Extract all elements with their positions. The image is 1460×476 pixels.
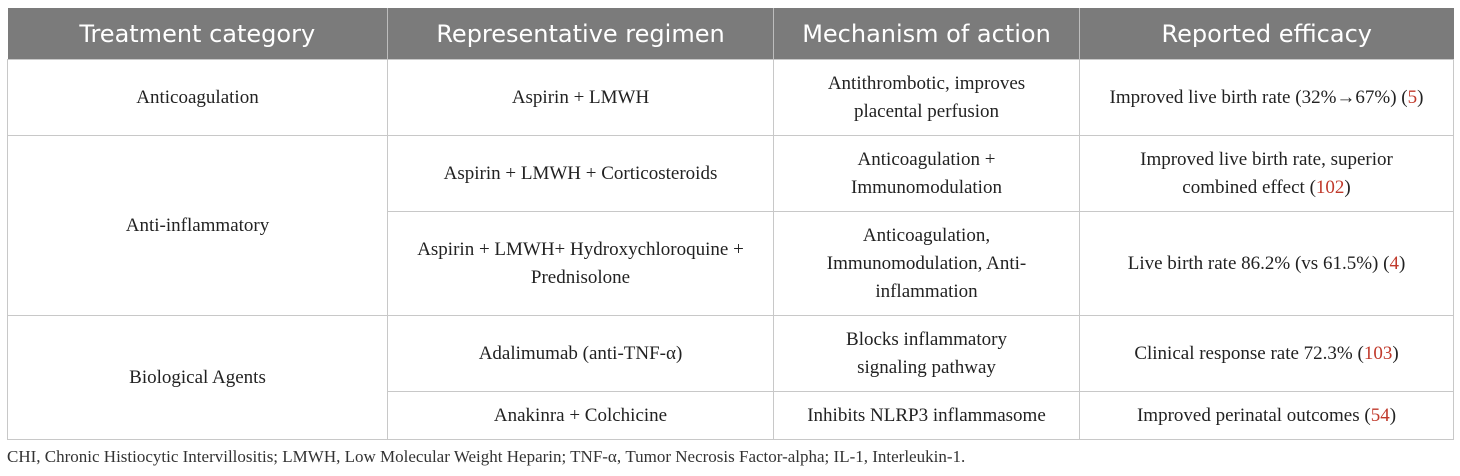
mechanism-cell bbox=[774, 136, 1080, 212]
table-row bbox=[8, 316, 1454, 392]
mechanism-cell bbox=[774, 392, 1080, 440]
regimen-cell: Adalimumab (anti-TNF-α) bbox=[388, 316, 774, 392]
regimen-cell: Aspirin + LMWH bbox=[388, 60, 774, 136]
efficacy-text: Improved live birth rate, superior combined effect ( bbox=[1140, 148, 1393, 198]
mechanism-cell bbox=[774, 60, 1080, 136]
efficacy-close: ) bbox=[1389, 404, 1397, 426]
mechanism-text: Blocks inflammatory signaling pathway bbox=[846, 328, 1007, 378]
efficacy-text: Live birth rate 86.2% (vs 61.5%) ( bbox=[1127, 252, 1390, 274]
mechanism-cell bbox=[774, 316, 1080, 392]
regimen-cell bbox=[388, 212, 774, 316]
mechanism-text: Anticoagulation, Immunomodulation, Anti-inflammation bbox=[826, 224, 1027, 302]
mechanism-text: Inhibits NLRP3 inflammasome bbox=[807, 404, 1046, 426]
treatment-table-container bbox=[7, 8, 1453, 440]
efficacy-cell bbox=[1080, 60, 1454, 136]
efficacy-close: ) bbox=[1398, 252, 1406, 274]
efficacy-cell bbox=[1080, 212, 1454, 316]
reference-link[interactable]: 103 bbox=[1363, 342, 1393, 364]
efficacy-text: Improved live birth rate (32%→67%) ( bbox=[1109, 86, 1408, 108]
regimen-cell: Anakinra + Colchicine bbox=[388, 392, 774, 440]
mechanism-text: Antithrombotic, improves placental perfusion bbox=[827, 72, 1026, 122]
mechanism-cell bbox=[774, 212, 1080, 316]
category-cell: Biological Agents bbox=[8, 316, 388, 440]
table-footnote: CHI, Chronic Histiocytic Intervillositis; LMWH, Low Molecular Weight Heparin; TNF-α, Tumor Necrosis Factor-alpha; IL-1, Interleukin-1. bbox=[7, 447, 966, 466]
regimen-cell: Aspirin + LMWH + Corticosteroids bbox=[388, 136, 774, 212]
reference-link[interactable]: 102 bbox=[1315, 176, 1345, 198]
efficacy-cell bbox=[1080, 392, 1454, 440]
mechanism-text: Anticoagulation + Immunomodulation bbox=[851, 148, 1002, 198]
table-row bbox=[8, 136, 1454, 212]
table-header-row bbox=[8, 8, 1454, 60]
reference-link[interactable]: 54 bbox=[1370, 404, 1390, 426]
header-representative-regimen: Representative regimen bbox=[388, 8, 774, 60]
efficacy-cell bbox=[1080, 136, 1454, 212]
table-row bbox=[8, 60, 1454, 136]
efficacy-close: ) bbox=[1417, 86, 1424, 108]
header-treatment-category: Treatment category bbox=[8, 8, 388, 60]
regimen-text: Aspirin + LMWH+ Hydroxychloroquine + Prednisolone bbox=[417, 238, 744, 288]
efficacy-cell bbox=[1080, 316, 1454, 392]
efficacy-text: Improved perinatal outcomes ( bbox=[1136, 404, 1371, 426]
category-cell: Anticoagulation bbox=[8, 60, 388, 136]
reference-link[interactable]: 5 bbox=[1407, 86, 1418, 108]
reference-link[interactable]: 4 bbox=[1389, 252, 1399, 274]
treatment-table bbox=[7, 8, 1454, 440]
efficacy-close: ) bbox=[1344, 176, 1351, 198]
header-mechanism-of-action: Mechanism of action bbox=[774, 8, 1080, 60]
header-reported-efficacy: Reported efficacy bbox=[1080, 8, 1454, 60]
category-cell: Anti-inflammatory bbox=[8, 136, 388, 316]
efficacy-close: ) bbox=[1392, 342, 1399, 364]
efficacy-text: Clinical response rate 72.3% ( bbox=[1134, 342, 1364, 364]
